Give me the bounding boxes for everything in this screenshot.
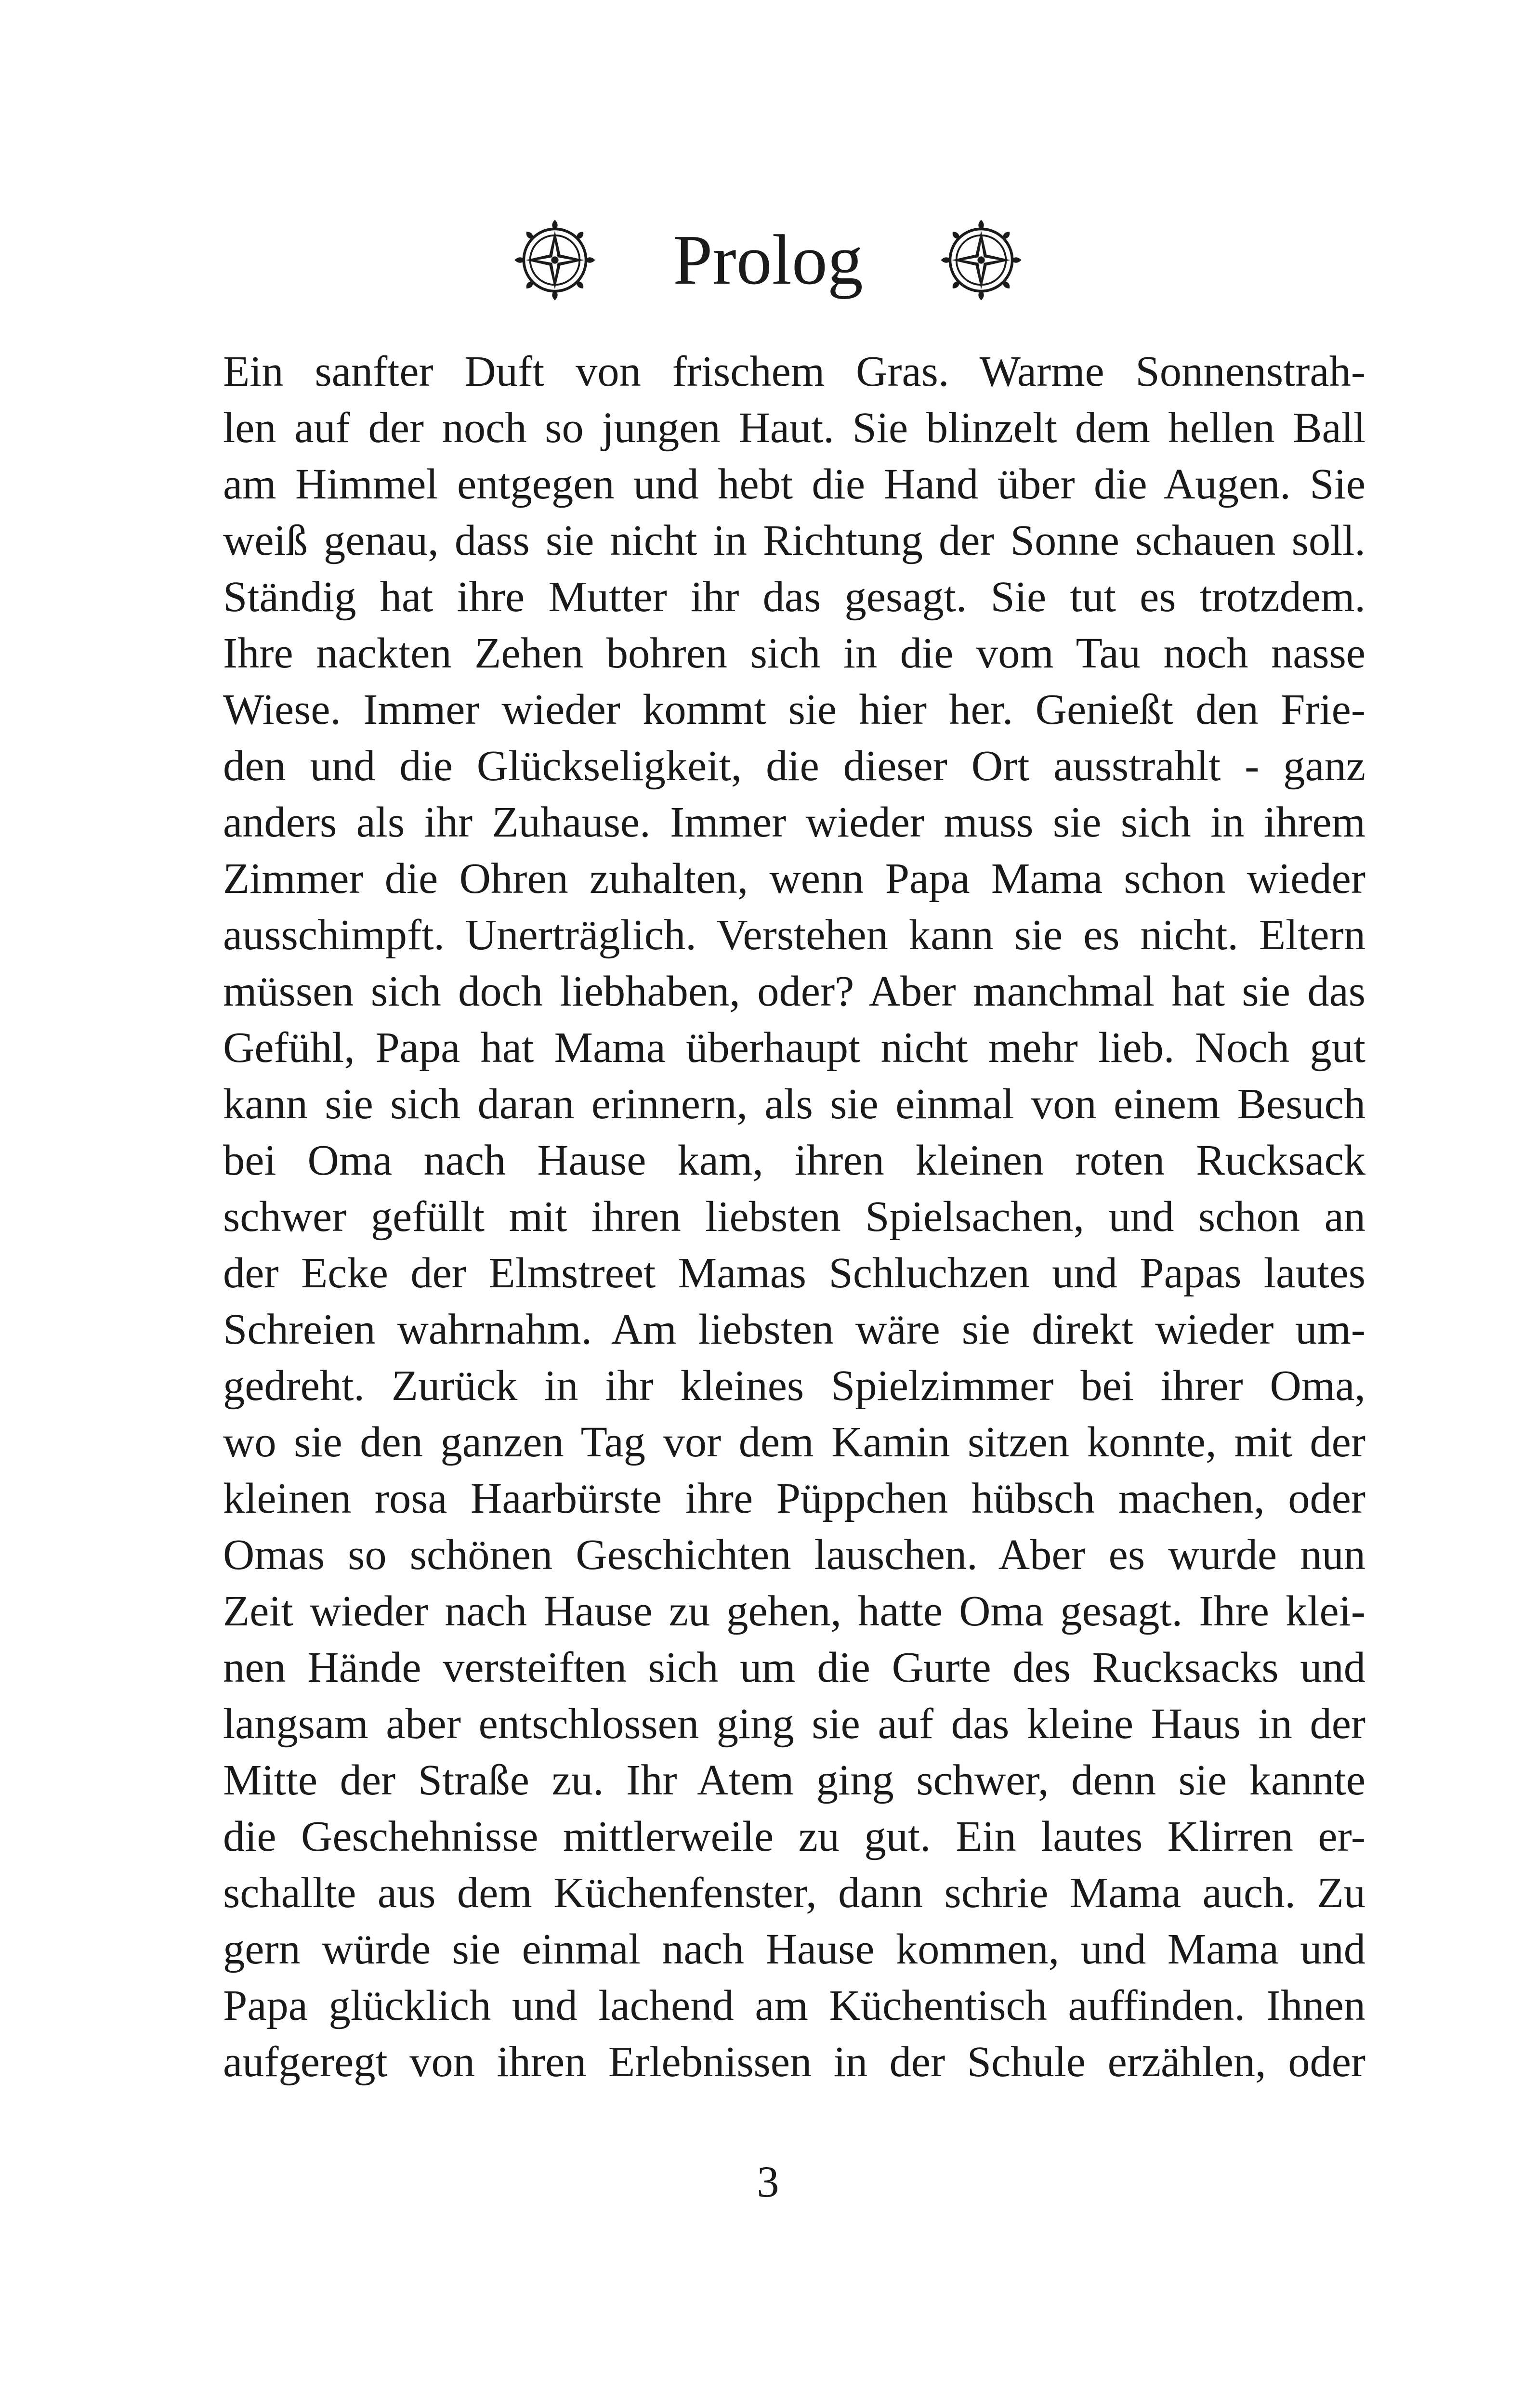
text-line: Zimmer die Ohren zuhalten, wenn Papa Mama schon wieder	[223, 854, 1365, 903]
ornament-rosette-icon	[509, 214, 601, 306]
text-line: Mitte der Straße zu. Ihr Atem ging schwer, denn sie kannte	[223, 1755, 1365, 1804]
page-number: 3	[757, 2157, 779, 2206]
text-line: wo sie den ganzen Tag vor dem Kamin sitzen konnte, mit der	[223, 1417, 1365, 1466]
text-line: Ständig hat ihre Mutter ihr das gesagt. Sie tut es trotzdem.	[223, 572, 1365, 621]
text-line: gedreht. Zurück in ihr kleines Spielzimmer bei ihrer Oma,	[223, 1361, 1365, 1410]
text-line: nen Hände versteiften sich um die Gurte des Rucksacks und	[223, 1643, 1365, 1691]
chapter-heading	[0, 197, 1536, 323]
text-line: am Himmel entgegen und hebt die Hand über die Augen. Sie	[223, 459, 1365, 508]
text-line: len auf der noch so jungen Haut. Sie blinzelt dem hellen Ball	[223, 403, 1365, 452]
text-line: Wiese. Immer wieder kommt sie hier her. Genießt den Frie-	[223, 685, 1365, 733]
text-line: bei Oma nach Hause kam, ihren kleinen roten Rucksack	[223, 1136, 1365, 1184]
text-line: kann sie sich daran erinnern, als sie einmal von einem Besuch	[223, 1079, 1365, 1128]
text-line: müssen sich doch liebhaben, oder? Aber manchmal hat sie das	[223, 967, 1365, 1015]
text-line: den und die Glückseligkeit, die dieser Ort ausstrahlt - ganz	[223, 741, 1365, 790]
text-line: Ein sanfter Duft von frischem Gras. Warme Sonnenstrah-	[223, 347, 1365, 395]
chapter-title: Prolog	[673, 221, 863, 300]
text-line: schallte aus dem Küchenfenster, dann schrie Mama auch. Zu	[223, 1868, 1365, 1917]
text-line: weiß genau, dass sie nicht in Richtung der Sonne schauen soll.	[223, 516, 1365, 564]
text-line: ausschimpft. Unerträglich. Verstehen kann sie es nicht. Eltern	[223, 910, 1365, 959]
ornament-rosette-icon	[935, 214, 1027, 306]
text-line: der Ecke der Elmstreet Mamas Schluchzen und Papas lautes	[223, 1248, 1365, 1297]
text-line: Omas so schönen Geschichten lauschen. Aber es wurde nun	[223, 1530, 1365, 1579]
text-line: schwer gefüllt mit ihren liebsten Spielsachen, und schon an	[223, 1192, 1365, 1241]
text-line: die Geschehnisse mittlerweile zu gut. Ein lautes Klirren er-	[223, 1812, 1365, 1860]
text-line: Schreien wahrnahm. Am liebsten wäre sie direkt wieder um-	[223, 1305, 1365, 1353]
text-line: langsam aber entschlossen ging sie auf das kleine Haus in der	[223, 1699, 1365, 1748]
text-line: aufgeregt von ihren Erlebnissen in der Schule erzählen, oder	[223, 2037, 1365, 2086]
text-line: Ihre nackten Zehen bohren sich in die vom Tau noch nasse	[223, 628, 1365, 677]
text-line: gern würde sie einmal nach Hause kommen, und Mama und	[223, 1924, 1365, 1973]
text-line: Papa glücklich und lachend am Küchentisch auffinden. Ihnen	[223, 1981, 1365, 2029]
text-line: kleinen rosa Haarbürste ihre Püppchen hübsch machen, oder	[223, 1474, 1365, 1522]
text-line: Zeit wieder nach Hause zu gehen, hatte Oma gesagt. Ihre klei-	[223, 1586, 1365, 1635]
text-line: Gefühl, Papa hat Mama überhaupt nicht mehr lieb. Noch gut	[223, 1023, 1365, 1072]
text-line: anders als ihr Zuhause. Immer wieder muss sie sich in ihrem	[223, 798, 1365, 846]
prologue-text	[223, 343, 1365, 2090]
